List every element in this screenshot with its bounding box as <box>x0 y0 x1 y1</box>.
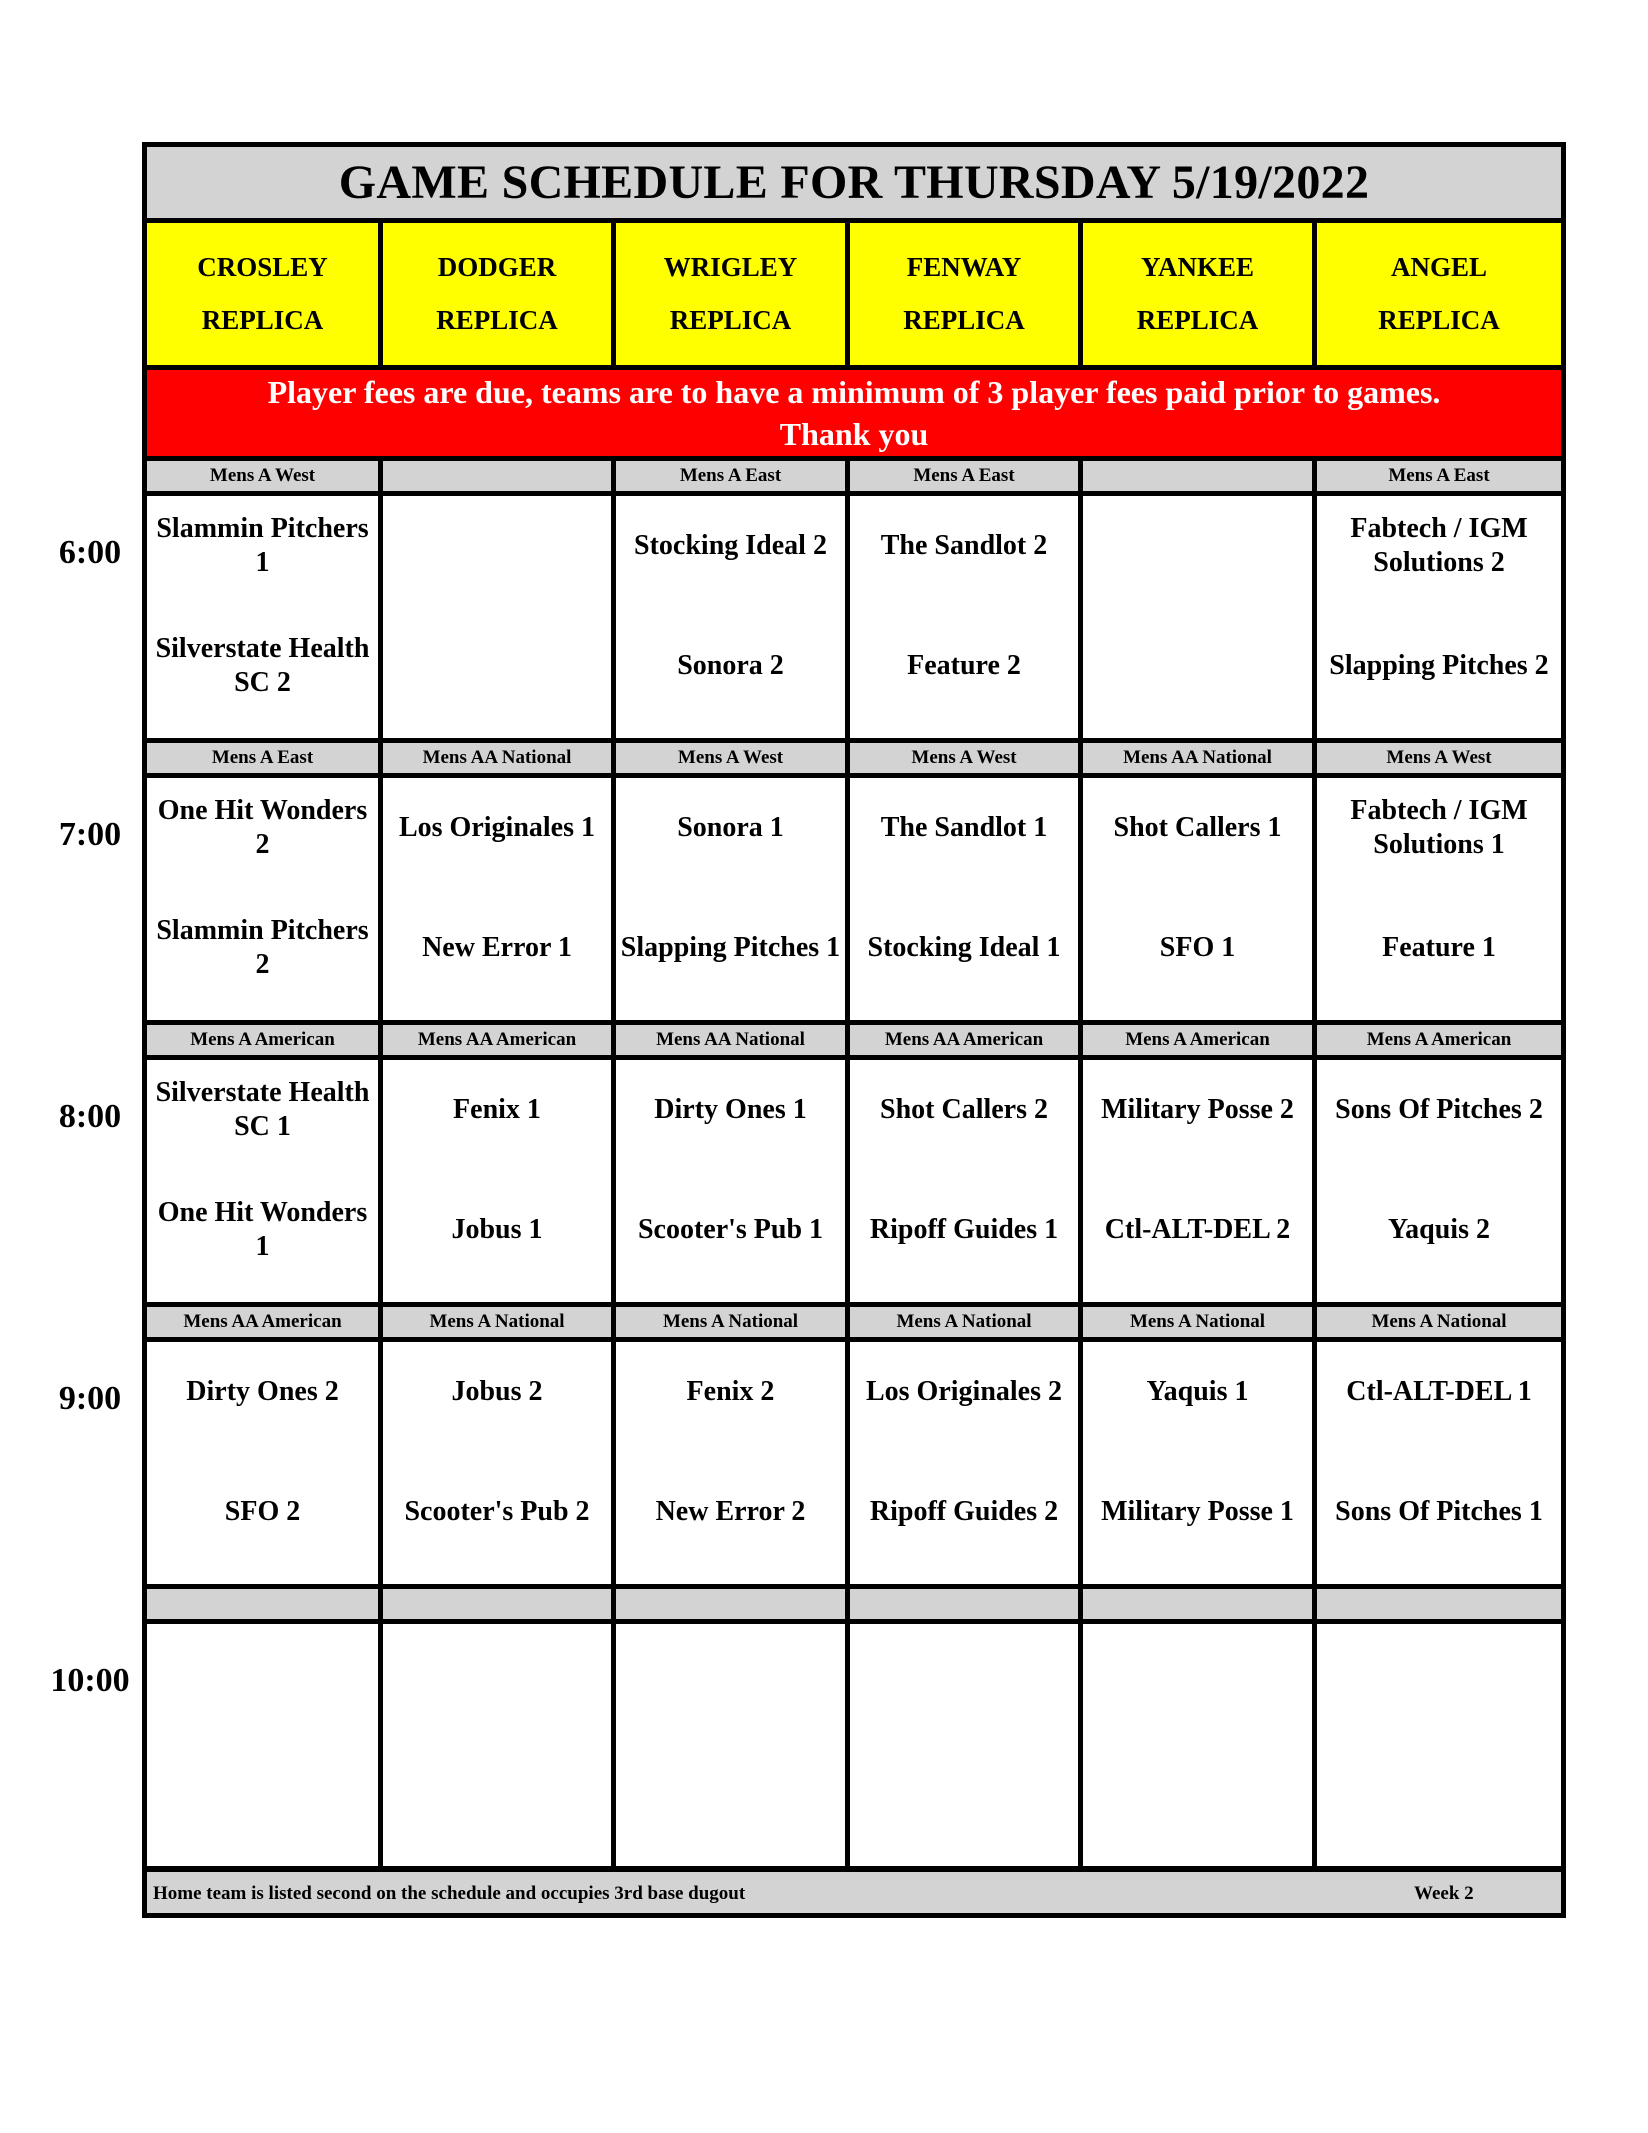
home-team: Stocking Ideal 1 <box>867 932 1061 963</box>
away-team: Slammin Pitchers 1 <box>156 513 369 578</box>
away-team: Yaquis 1 <box>1146 1376 1249 1407</box>
division-label: Mens A American <box>147 1025 378 1055</box>
game-cell <box>1317 1342 1561 1584</box>
time-slot-label: 6:00 <box>58 534 122 571</box>
game-cell <box>147 778 378 1020</box>
home-team: Military Posse 1 <box>1101 1496 1294 1527</box>
field-header-dodger <box>383 223 611 365</box>
game-cell <box>1083 1624 1312 1866</box>
away-team: The Sandlot 2 <box>880 530 1048 561</box>
home-team: Slapping Pitches 1 <box>620 932 841 963</box>
field-name: FENWAY <box>906 252 1022 282</box>
game-cell <box>1083 496 1312 738</box>
home-team: New Error 2 <box>655 1496 806 1527</box>
away-team: One Hit Wonders 2 <box>157 795 368 860</box>
home-team: Scooter's Pub 1 <box>637 1214 824 1245</box>
home-team: SFO 1 <box>1159 932 1236 963</box>
division-label <box>1083 1589 1312 1619</box>
division-label <box>383 1589 611 1619</box>
home-team: Sonora 2 <box>677 650 784 681</box>
away-team <box>1087 496 1308 596</box>
home-team: Scooter's Pub 2 <box>404 1496 590 1527</box>
division-label <box>616 1589 845 1619</box>
away-team: Shot Callers 1 <box>1113 812 1282 843</box>
game-cell <box>850 496 1078 738</box>
field-type: REPLICA <box>1378 305 1500 335</box>
home-team: Silverstate Health SC 2 <box>155 633 370 698</box>
division-label <box>383 461 611 491</box>
away-team: Sons Of Pitches 2 <box>1335 1094 1543 1125</box>
home-team <box>620 1744 841 1844</box>
fee-notice-text: Player fees are due, teams are to have a minimum of 3 player fees paid prior to games. <box>267 374 1441 410</box>
field-type: REPLICA <box>903 305 1025 335</box>
game-cell <box>1083 778 1312 1020</box>
division-label: Mens A East <box>147 743 378 773</box>
division-label: Mens AA American <box>147 1307 378 1337</box>
game-cell <box>1317 1624 1561 1866</box>
division-label: Mens AA National <box>383 743 611 773</box>
game-cell <box>383 1342 611 1584</box>
away-team: Shot Callers 2 <box>880 1094 1048 1125</box>
home-team <box>1087 1744 1308 1844</box>
division-label: Mens A East <box>1317 461 1561 491</box>
away-team: The Sandlot 1 <box>880 812 1048 843</box>
game-cell <box>850 778 1078 1020</box>
field-header-yankee <box>1083 223 1312 365</box>
home-team <box>387 1744 607 1844</box>
game-cell <box>616 1342 845 1584</box>
division-label: Mens A East <box>616 461 845 491</box>
division-label: Mens AA American <box>850 1025 1078 1055</box>
division-label: Mens A National <box>850 1307 1078 1337</box>
field-header-fenway <box>850 223 1078 365</box>
division-label: Mens A East <box>850 461 1078 491</box>
field-header-angel <box>1317 223 1561 365</box>
home-team: Slapping Pitches 2 <box>1329 650 1549 681</box>
away-team: Fenix 1 <box>453 1094 541 1125</box>
game-cell <box>147 496 378 738</box>
game-cell <box>616 1060 845 1302</box>
fee-notice-thanks: Thank you <box>779 416 929 452</box>
division-label: Mens A American <box>1083 1025 1312 1055</box>
away-team: Military Posse 2 <box>1101 1094 1294 1125</box>
home-team <box>854 1744 1074 1844</box>
away-team <box>387 496 607 596</box>
game-cell <box>616 778 845 1020</box>
away-team: Fabtech / IGM Solutions 1 <box>1350 795 1528 860</box>
field-name: CROSLEY <box>197 252 328 282</box>
field-type: REPLICA <box>669 305 792 335</box>
field-name: ANGEL <box>1390 252 1488 282</box>
division-label: Mens A National <box>1317 1307 1561 1337</box>
away-team: Los Originales 2 <box>865 1376 1062 1407</box>
division-label: Mens A West <box>147 461 378 491</box>
time-slot-label: 10:00 <box>50 1662 130 1699</box>
field-name: WRIGLEY <box>663 252 798 282</box>
home-team: Feature 1 <box>1382 932 1496 963</box>
away-team: Ctl-ALT-DEL 1 <box>1346 1376 1532 1407</box>
game-cell <box>383 778 611 1020</box>
week-label: Week 2 <box>1414 1883 1474 1904</box>
division-label: Mens A West <box>616 743 845 773</box>
time-slot-label: 7:00 <box>58 816 122 853</box>
division-label: Mens AA National <box>1083 743 1312 773</box>
time-slot-label: 9:00 <box>58 1380 122 1417</box>
game-cell <box>147 1342 378 1584</box>
division-label <box>1083 461 1312 491</box>
away-team: Silverstate Health SC 1 <box>155 1077 370 1142</box>
game-cell <box>383 1624 611 1866</box>
game-cell <box>1317 1060 1561 1302</box>
game-cell <box>850 1624 1078 1866</box>
away-team <box>387 1624 607 1724</box>
field-header-crosley <box>147 223 378 365</box>
home-team <box>1321 1744 1557 1844</box>
division-label <box>147 1589 378 1619</box>
game-cell <box>850 1060 1078 1302</box>
game-cell <box>850 1342 1078 1584</box>
away-team: Jobus 2 <box>451 1376 543 1407</box>
division-label: Mens AA National <box>616 1025 845 1055</box>
away-team <box>151 1624 374 1724</box>
home-team <box>151 1744 374 1844</box>
home-team: Yaquis 2 <box>1388 1214 1490 1245</box>
game-cell <box>147 1060 378 1302</box>
division-label: Mens AA American <box>383 1025 611 1055</box>
fee-notice-banner <box>147 370 1561 456</box>
away-team: Los Originales 1 <box>398 812 595 843</box>
time-slot-label: 8:00 <box>58 1098 122 1135</box>
division-label: Mens A West <box>850 743 1078 773</box>
away-team: Sonora 1 <box>677 812 784 843</box>
home-team: Ripoff Guides 1 <box>869 1214 1059 1245</box>
game-cell <box>1083 1342 1312 1584</box>
game-cell <box>1317 778 1561 1020</box>
field-name: DODGER <box>437 252 557 282</box>
division-label <box>1317 1589 1561 1619</box>
home-team: SFO 2 <box>224 1496 301 1527</box>
away-team: Fenix 2 <box>686 1376 775 1407</box>
field-type: REPLICA <box>436 305 558 335</box>
division-label: Mens A National <box>383 1307 611 1337</box>
footer-bar <box>147 1872 1561 1913</box>
away-team: Dirty Ones 2 <box>186 1376 339 1407</box>
field-type: REPLICA <box>201 305 324 335</box>
home-team: Ripoff Guides 2 <box>869 1496 1059 1527</box>
away-team: Stocking Ideal 2 <box>634 530 827 561</box>
away-team <box>1321 1624 1557 1724</box>
game-cell <box>1317 496 1561 738</box>
home-team <box>1087 616 1308 716</box>
game-cell <box>383 1060 611 1302</box>
home-team: Sons Of Pitches 1 <box>1335 1496 1543 1527</box>
away-team <box>620 1624 841 1724</box>
home-team <box>387 616 607 716</box>
page-title: GAME SCHEDULE FOR THURSDAY 5/19/2022 <box>147 147 1561 218</box>
home-team: Slammin Pitchers 2 <box>156 915 369 980</box>
home-team: Ctl-ALT-DEL 2 <box>1104 1214 1291 1245</box>
away-team <box>854 1624 1074 1724</box>
game-cell <box>1083 1060 1312 1302</box>
home-team: One Hit Wonders 1 <box>157 1197 368 1262</box>
game-cell <box>383 496 611 738</box>
field-name: YANKEE <box>1140 252 1255 282</box>
division-label: Mens A National <box>616 1307 845 1337</box>
division-label <box>850 1589 1078 1619</box>
game-cell <box>616 1624 845 1866</box>
away-team <box>1087 1624 1308 1724</box>
division-label: Mens A American <box>1317 1025 1561 1055</box>
away-team: Dirty Ones 1 <box>654 1094 807 1125</box>
division-label: Mens A West <box>1317 743 1561 773</box>
away-team: Fabtech / IGM Solutions 2 <box>1350 513 1528 578</box>
field-type: REPLICA <box>1136 305 1259 335</box>
home-team-note: Home team is listed second on the schedule and occupies 3rd base dugout <box>153 1883 746 1904</box>
home-team: New Error 1 <box>422 932 572 963</box>
home-team: Feature 2 <box>907 650 1021 681</box>
home-team: Jobus 1 <box>451 1214 543 1245</box>
game-cell <box>147 1624 378 1866</box>
division-label: Mens A National <box>1083 1307 1312 1337</box>
schedule-table <box>142 142 1566 1918</box>
game-cell <box>616 496 845 738</box>
field-header-wrigley <box>616 223 845 365</box>
